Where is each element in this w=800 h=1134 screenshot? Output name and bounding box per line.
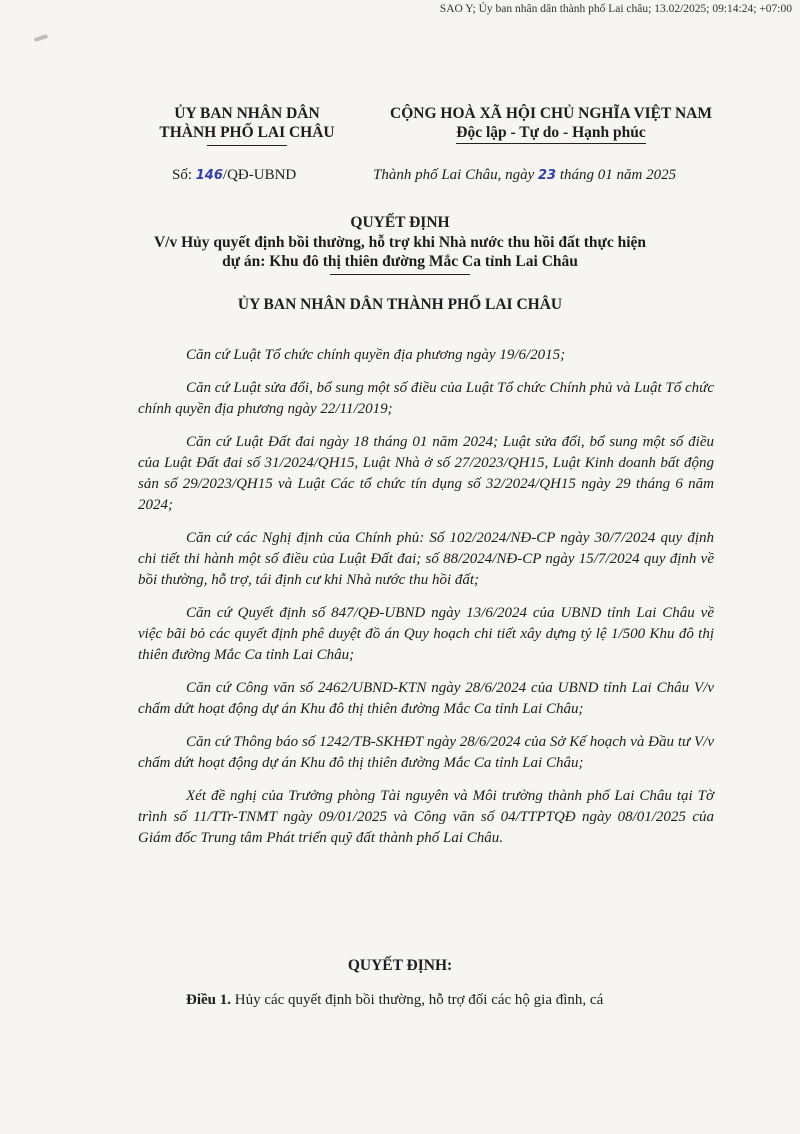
basis-paragraph: Căn cứ Thông báo số 1242/TB-SKHĐT ngày 28/6/2024 của Sở Kế hoạch và Đầu tư V/v chấm dứt hoạt động dự án Khu đô thị thiên đường Mắc Ca tỉnh Lai Châu; <box>138 734 714 771</box>
decision-heading: QUYẾT ĐỊNH <box>350 214 450 231</box>
date-prefix: Thành phố Lai Châu, ngày <box>373 167 539 183</box>
document-number <box>172 167 296 184</box>
national-header <box>366 104 736 144</box>
basis-paragraph: Căn cứ Luật Đất đai ngày 18 tháng 01 năm 2024; Luật sửa đổi, bổ sung một số điều của Luật Đất đai số 31/2024/QH15, Luật Nhà ở số 27/2023/QH15, Luật Kinh doanh bất động sản số 29/2023/QH15 và Luật Các tổ chức tín dụng số 32/2024/QH15 ngày 29 tháng 6 năm 2024; <box>138 434 714 513</box>
date-line <box>373 167 676 184</box>
decides-heading: QUYẾT ĐỊNH: <box>347 957 453 974</box>
basis-paragraph: Căn cứ Luật sửa đổi, bổ sung một số điều của Luật Tổ chức Chính phủ và Luật Tổ chức chính quyền địa phương ngày 22/11/2019; <box>138 380 714 417</box>
subject-line-1: V/v Hủy quyết định bồi thường, hỗ trợ khi Nhà nước thu hồi đất thực hiện <box>153 233 647 251</box>
date-suffix: tháng 01 năm 2025 <box>556 167 677 183</box>
issuer-header <box>122 104 372 146</box>
authority-heading: ỦY BAN NHÂN DÂN THÀNH PHỐ LAI CHÂU <box>237 296 563 313</box>
doc-number-suffix: /QĐ-UBND <box>222 167 297 183</box>
issuer-line-1: ỦY BAN NHÂN DÂN <box>174 105 320 122</box>
article-1-label: Điều 1. <box>186 992 231 1008</box>
national-motto: Độc lập - Tự do - Hạnh phúc <box>456 123 645 144</box>
legal-bases <box>138 345 714 861</box>
doc-number-handwritten: 146 <box>195 168 223 183</box>
issuer-line-2: THÀNH PHỐ LAI CHÂU <box>159 124 335 141</box>
basis-paragraph: Căn cứ Luật Tổ chức chính quyền địa phương ngày 19/6/2015; <box>186 347 566 363</box>
basis-paragraph: Căn cứ Công văn số 2462/UBND-KTN ngày 28/6/2024 của UBND tỉnh Lai Châu V/v chấm dứt hoạt động dự án Khu đô thị thiên đường Mắc Ca tỉnh Lai Châu; <box>138 680 714 717</box>
title-rule <box>330 274 470 275</box>
decision-title <box>100 213 700 275</box>
article-1-paragraph <box>138 990 714 1011</box>
national-title: CỘNG HOÀ XÃ HỘI CHỦ NGHĨA VIỆT NAM <box>390 105 712 122</box>
article-1 <box>138 990 714 1011</box>
scan-speck <box>34 34 49 42</box>
date-handwritten-day: 23 <box>538 168 557 183</box>
copy-stamp: SAO Y; Ủy ban nhân dân thành phố Lai châu; 13.02/2025; 09:14:24; +07:00 <box>439 3 792 15</box>
basis-paragraph: Căn cứ các Nghị định của Chính phủ: Số 102/2024/NĐ-CP ngày 30/7/2024 quy định chi tiết thi hành một số điều của Luật Đất đai; số 88/2024/NĐ-CP ngày 15/7/2024 quy định về bồi thường, hỗ trợ, tái định cư khi Nhà nước thu hồi đất; <box>138 530 714 588</box>
doc-number-prefix: Số: <box>172 167 196 183</box>
issuer-underline <box>207 145 287 146</box>
basis-paragraph: Xét đề nghị của Trưởng phòng Tài nguyên và Môi trường thành phố Lai Châu tại Tờ trình số 11/TTr-TNMT ngày 09/01/2025 và Công văn số 04/TTPTQĐ ngày 08/01/2025 của Giám đốc Trung tâm Phát triển quỹ đất thành phố Lai Châu. <box>138 788 714 846</box>
basis-paragraph: Căn cứ Quyết định số 847/QĐ-UBND ngày 13/6/2024 của UBND tỉnh Lai Châu về việc bãi bỏ các quyết định phê duyệt đồ án Quy hoạch chi tiết xây dựng tỷ lệ 1/500 Khu đô thị thiên đường Mắc Ca tỉnh Lai Châu; <box>138 605 714 663</box>
subject-line-2: dự án: Khu đô thị thiên đường Mắc Ca tỉnh Lai Châu <box>222 253 578 270</box>
article-1-text: Hủy các quyết định bồi thường, hỗ trợ đối các hộ gia đình, cá <box>231 992 604 1008</box>
